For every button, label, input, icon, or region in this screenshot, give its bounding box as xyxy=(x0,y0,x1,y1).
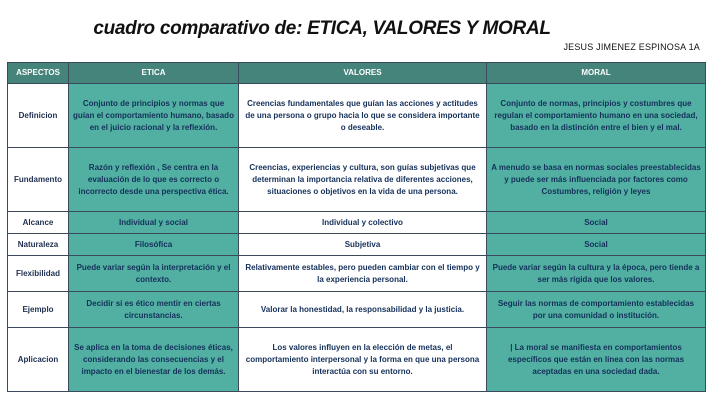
table-row-aplicacion xyxy=(8,328,706,392)
aspect-cell: Flexibilidad xyxy=(8,256,69,292)
moral-cell: Puede variar según la cultura y la época, pero tiende a ser más rígida que los valores. xyxy=(487,256,706,292)
valores-cell: Subjetiva xyxy=(239,234,487,256)
document-title xyxy=(0,18,712,40)
table-row-alcance xyxy=(8,212,706,234)
etica-cell: Individual y social xyxy=(69,212,239,234)
etica-cell: Puede variar según la interpretación y el contexto. xyxy=(69,256,239,292)
etica-cell: Filosófica xyxy=(69,234,239,256)
aspect-cell: Alcance xyxy=(8,212,69,234)
table-row-naturaleza xyxy=(8,234,706,256)
header-aspectos: ASPECTOS xyxy=(8,63,69,84)
table-row-ejemplo xyxy=(8,292,706,328)
moral-cell: A menudo se basa en normas sociales preestablecidas y puede ser más influenciada por factores como Costumbres, religión y leyes xyxy=(487,148,706,212)
aspect-cell: Ejemplo xyxy=(8,292,69,328)
etica-cell: Razón y reflexión , Se centra en la evaluación de lo que es correcto o incorrecto desde una perspectiva ética. xyxy=(69,148,239,212)
aspect-cell: Aplicacion xyxy=(8,328,69,392)
table-header-row xyxy=(8,63,706,84)
table-row-flexibilidad xyxy=(8,256,706,292)
moral-cell: Conjunto de normas, principios y costumbres que regulan el comportamiento humano en una sociedad, basado en la distinción entre el bien y el mal. xyxy=(487,84,706,148)
author-name: JESUS JIMENEZ ESPINOSA 1A xyxy=(563,42,700,52)
header-valores: VALORES xyxy=(239,63,487,84)
etica-cell: Decidir si es ético mentir en ciertas circunstancias. xyxy=(69,292,239,328)
valores-cell: Valorar la honestidad, la responsabilidad y la justicia. xyxy=(239,292,487,328)
aspect-cell: Definicion xyxy=(8,84,69,148)
valores-cell: Individual y colectivo xyxy=(239,212,487,234)
aspect-cell: Fundamento xyxy=(8,148,69,212)
header-moral: MORAL xyxy=(487,63,706,84)
moral-cell: Social xyxy=(487,212,706,234)
document-title-text: cuadro comparativo de: ETICA, VALORES Y MORAL xyxy=(93,18,551,39)
aspect-cell: Naturaleza xyxy=(8,234,69,256)
etica-cell: Se aplica en la toma de decisiones éticas, considerando las consecuencias y el impacto en el bienestar de los demás. xyxy=(69,328,239,392)
table-row-fundamento xyxy=(8,148,706,212)
valores-cell: Los valores influyen en la elección de metas, el comportamiento interpersonal y la forma en que una persona interactúa con su entorno. xyxy=(239,328,487,392)
moral-cell: Social xyxy=(487,234,706,256)
moral-cell: Seguir las normas de comportamiento establecidas por una comunidad o institución. xyxy=(487,292,706,328)
etica-cell: Conjunto de principios y normas que guían el comportamiento humano, basado en el juicio racional y la reflexión. xyxy=(69,84,239,148)
valores-cell: Relativamente estables, pero pueden cambiar con el tiempo y la experiencia personal. xyxy=(239,256,487,292)
moral-cell: | La moral se manifiesta en comportamientos específicos que están en línea con las normas aceptadas en una sociedad dada. xyxy=(487,328,706,392)
comparison-table xyxy=(7,62,706,392)
table-row-definicion xyxy=(8,84,706,148)
header-etica: ETICA xyxy=(69,63,239,84)
valores-cell: Creencias, experiencias y cultura, son guías subjetivas que determinan la importancia relativa de diferentes acciones, situaciones o objetivos en la vida de una persona. xyxy=(239,148,487,212)
valores-cell: Creencias fundamentales que guían las acciones y actitudes de una persona o grupo hacia lo que se considera importante o deseable. xyxy=(239,84,487,148)
